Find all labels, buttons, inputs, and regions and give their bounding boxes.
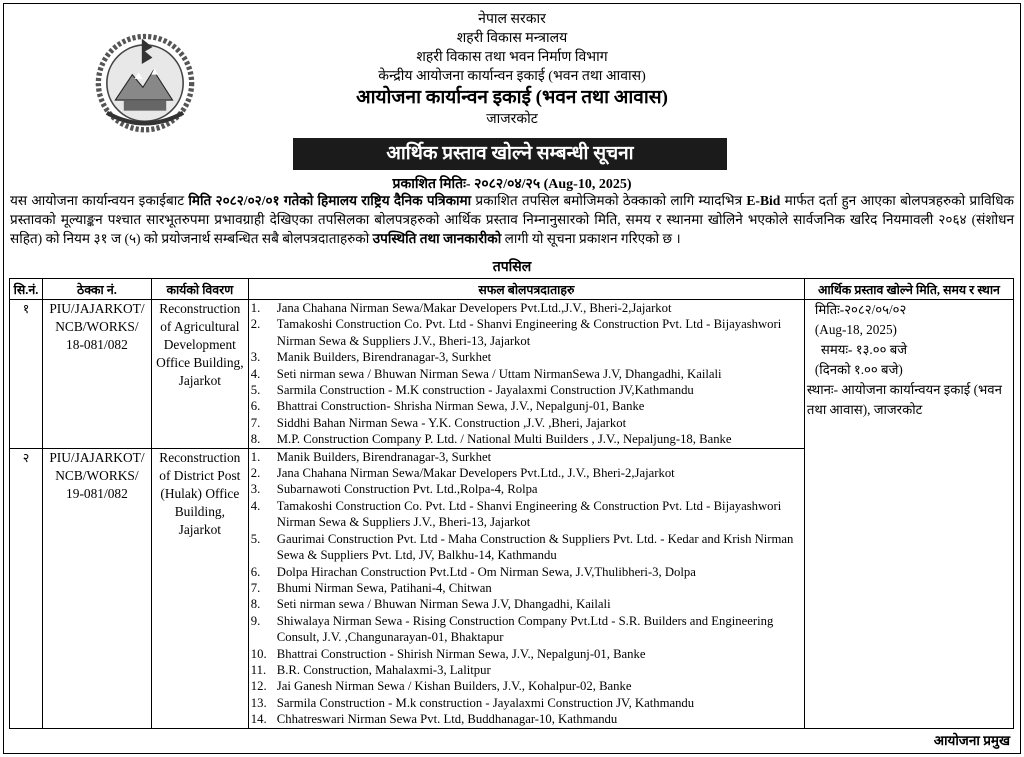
bidder-list — [251, 449, 802, 728]
bidder-name: Sarmila Construction - M.k construction - Jayalaxmi Construction JV, Kathmandu — [276, 695, 695, 710]
header-sn: सि.नं. — [10, 279, 43, 300]
intro-paragraph — [10, 191, 1014, 248]
bidder-name: Jana Chahana Nirman Sewa/Makar Developers Pvt.Ltd.,J.V., Bheri-2,Jajarkot — [276, 301, 672, 315]
bidder-name: Manik Builders, Birendranagar-3, Surkhet — [276, 350, 492, 365]
bidder-number: 2. — [250, 317, 261, 332]
bidder-name: Bhattrai Construction - Shirish Nirman Sewa, J.V., Nepalgunj-01, Banke — [276, 646, 646, 661]
bidder-name: Jai Ganesh Nirman Sewa / Kishan Builders, J.V., Kohalpur-02, Banke — [276, 679, 632, 694]
row-description: Reconstruction of Agricultural Development Office Building, Jajarkot — [151, 300, 248, 449]
intro-text-2: प्रकाशित तपसिल बमोजिमको ठेक्काको लागि म्यादभित्र — [471, 193, 747, 208]
row-sn: १ — [10, 300, 43, 449]
bidder-item — [251, 695, 802, 711]
bidder-item — [251, 382, 802, 398]
bidder-name: Tamakoshi Construction Co. Pvt. Ltd - Shanvi Engineering & Construction Pvt. Ltd - Bijayashwori Nirman Sewa & Suppliers J.V., Bheri-13, Jajarkot — [276, 317, 782, 348]
bidder-name: Seti nirman sewa / Bhuwan Nirman Sewa / Uttam NirmanSewa J.V, Dhangadhi, Kailali — [276, 366, 722, 381]
bidder-number: 11. — [250, 662, 267, 677]
intro-text-4: लागी यो सूचना प्रकाशन गरिएको छ । — [501, 231, 681, 246]
signature-label: आयोजना प्रमुख — [933, 733, 1010, 748]
table-header-row — [10, 279, 1014, 300]
bidder-number: 2. — [250, 466, 261, 481]
bidder-item — [251, 415, 802, 431]
office-header — [230, 10, 794, 129]
office-location: जाजरकोट — [486, 112, 538, 127]
notice-title: आर्थिक प्रस्ताव खोल्ने सम्बन्धी सूचना — [293, 138, 727, 170]
row-description: Reconstruction of District Post (Hulak) Office Building, Jajarkot — [151, 448, 248, 728]
bidder-name: Shiwalaya Nirman Sewa - Rising Construction Company Pvt.Ltd - S.R. Builders and Engineering Consult, J.V. ,Changunarayan-01, Bhaktapur — [276, 613, 774, 645]
intro-text-3: मार्फत दर्ता हुन आएका बोलपत्रहरुको प्राविधिक प्रस्तावको मूल्याङ्कन पश्चात सारभूतरुपमा प्रभावग्राही देखिएका तपसिलका बोलपत्रहरुको आर्थिक प्रस्ताव निम्नानुसारको मिति, समय र स्थानमा खोलिने भएकोले सार्वजनिक खरिद नियमावली २०६४ (संशोधन सहित) को नियम ३१ ज (५) को प्रयोजनार्थ सम्बन्धित सबै बोलपत्रदाताहरुको — [10, 193, 1014, 246]
bidder-name: Chhatreswari Nirman Sewa Pvt. Ltd, Buddhanagar-10, Kathmandu — [276, 712, 618, 727]
bidder-number: 6. — [250, 399, 261, 414]
bidder-number: 4. — [250, 366, 261, 381]
bidder-list — [251, 300, 802, 448]
row-bidders — [248, 300, 804, 449]
bidder-number: 13. — [250, 695, 267, 710]
intro-bold-2: E-Bid — [746, 193, 781, 208]
published-date: प्रकाशित मितिः- २०८२/०४/२५ (Aug-10, 2025) — [392, 177, 632, 192]
bidder-name: M.P. Construction Company P. Ltd. / National Multi Builders , J.V., Nepaljung-18, Banke — [276, 432, 732, 447]
bidder-item — [251, 300, 802, 316]
bidder-number: 5. — [250, 383, 261, 398]
opening-date-en: (Aug-18, 2025) — [814, 322, 897, 337]
bidder-item — [251, 431, 802, 447]
bidders-table — [9, 278, 1014, 729]
intro-text-1: यस आयोजना कार्यान्वयन इकाईबाट — [10, 193, 189, 208]
bidder-name: Sarmila Construction - M.K construction - Jayalaxmi Construction JV,Kathmandu — [276, 383, 694, 398]
opening-place: स्थानः- आयोजना कार्यान्वयन इकाई (भवन तथा आवास), जाजरकोट — [806, 382, 1002, 417]
header-line-government: नेपाल सरकार — [478, 12, 546, 27]
bidder-item — [251, 531, 802, 564]
bidder-item — [251, 580, 802, 596]
schedule-label: तपसिल — [492, 260, 532, 275]
bidder-number: 8. — [250, 432, 261, 447]
bidder-number: 6. — [250, 564, 261, 579]
bidder-name: Bhattrai Construction- Shrisha Nirman Sewa, J.V., Nepalgunj-01, Banke — [276, 399, 645, 414]
bidder-name: Bhumi Nirman Sewa, Patihani-4, Chitwan — [276, 580, 492, 595]
bidder-item — [251, 613, 802, 646]
opening-date: मितिः-२०८२/०५/०२ — [814, 302, 907, 317]
bidder-name: Tamakoshi Construction Co. Pvt. Ltd - Shanvi Engineering & Construction Pvt. Ltd - Bijayashwori Nirman Sewa & Suppliers J.V., Bheri-13, Jajarkot — [276, 498, 782, 530]
bidder-item — [251, 678, 802, 694]
bidder-number: 3. — [250, 350, 261, 365]
header-opening: आर्थिक प्रस्ताव खोल्ने मिति, समय र स्थान — [804, 279, 1013, 300]
bidder-item — [251, 498, 802, 531]
opening-time-alt: (दिनको १.०० बजे) — [814, 362, 903, 377]
bidder-item — [251, 349, 802, 365]
intro-bold-3: उपस्थिति तथा जानकारीको — [372, 231, 502, 246]
nepal-government-emblem-icon — [92, 28, 198, 134]
row-contract-no: PIU/JAJARKOT/ NCB/WORKS/ 18-081/082 — [42, 300, 151, 449]
bidder-item — [251, 711, 802, 727]
bidder-item — [251, 596, 802, 612]
opening-time: समयः- १३.०० बजे — [820, 342, 908, 357]
row-bidders — [248, 448, 804, 728]
bidder-name: B.R. Construction, Mahalaxmi-3, Lalitpur — [276, 662, 491, 677]
bidder-number: 14. — [250, 712, 267, 727]
bidder-name: Siddhi Bahan Nirman Sewa - Y.K. Construction ,J.V. ,Bheri, Jajarkot — [276, 415, 627, 430]
bidder-item — [251, 449, 802, 465]
bidder-number: 7. — [250, 415, 261, 430]
table-row — [10, 300, 1014, 449]
bidder-number: 7. — [250, 580, 261, 595]
bidder-number: 1. — [250, 449, 261, 464]
bidder-item — [251, 398, 802, 414]
intro-bold-1: मिति २०८२/०२/०१ गतेको हिमालय राष्ट्रिय दैनिक पत्रिकामा — [188, 193, 472, 208]
header-description: कार्यको विवरण — [151, 279, 248, 300]
header-line-ministry: शहरी विकास मन्त्रालय — [456, 31, 568, 46]
bidder-number: 1. — [250, 301, 261, 315]
bidder-number: 3. — [250, 482, 261, 497]
bidder-number: 8. — [250, 597, 261, 612]
bidder-item — [251, 564, 802, 580]
bidder-item — [251, 646, 802, 662]
bidder-name: Seti nirman sewa / Bhuwan Nirman Sewa J.V, Dhangadhi, Kailali — [276, 597, 611, 612]
bidder-number: 9. — [250, 613, 261, 628]
bidder-number: 5. — [250, 531, 261, 546]
header-line-central-unit: केन्द्रीय आयोजना कार्यान्वन इकाई (भवन तथा आवास) — [378, 69, 646, 84]
header-line-department: शहरी विकास तथा भवन निर्माण विभाग — [416, 50, 608, 65]
bidder-name: Dolpa Hirachan Construction Pvt.Ltd - Om Nirman Sewa, J.V,Thulibheri-3, Dolpa — [276, 564, 696, 579]
bidder-item — [251, 465, 802, 481]
bidder-number: 12. — [250, 679, 267, 694]
bidder-item — [251, 316, 802, 349]
bidder-number: 10. — [250, 646, 267, 661]
bidder-item — [251, 662, 802, 678]
bidder-name: Manik Builders, Birendranagar-3, Surkhet — [276, 449, 492, 464]
header-contract-no: ठेक्का नं. — [42, 279, 151, 300]
bidder-number: 4. — [250, 498, 261, 513]
header-bidders: सफल बोलपत्रदाताहरु — [248, 279, 804, 300]
opening-details — [804, 300, 1013, 729]
office-title: आयोजना कार्यान्वन इकाई (भवन तथा आवास) — [356, 87, 668, 108]
row-contract-no: PIU/JAJARKOT/ NCB/WORKS/ 19-081/082 — [42, 448, 151, 728]
bidder-name: Subarnawoti Construction Pvt. Ltd.,Rolpa-4, Rolpa — [276, 482, 538, 497]
row-sn: २ — [10, 448, 43, 728]
bidder-name: Gaurimai Construction Pvt. Ltd - Maha Construction & Suppliers Pvt. Ltd. - Kedar and Krish Nirman Sewa & Suppliers Pvt. Ltd, JV, Balkhu-14, Kathmandu — [276, 531, 794, 563]
bidder-name: Jana Chahana Nirman Sewa/Makar Developers Pvt.Ltd., J.V., Bheri-2,Jajarkot — [276, 466, 675, 481]
bidder-item — [251, 366, 802, 382]
bidder-item — [251, 481, 802, 497]
